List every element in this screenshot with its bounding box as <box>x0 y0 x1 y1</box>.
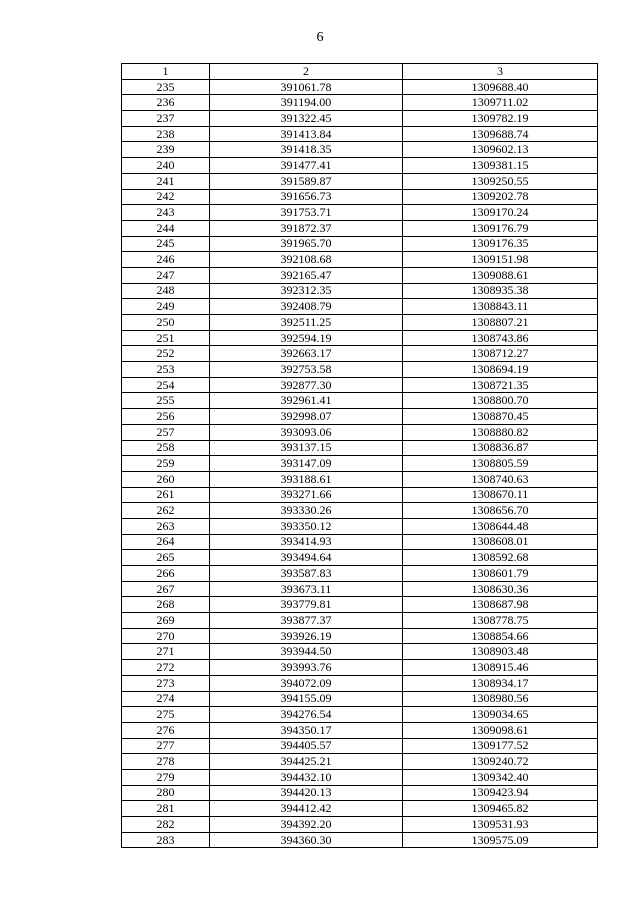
point-number-cell: 259 <box>122 456 210 472</box>
point-number-cell: 255 <box>122 393 210 409</box>
table-row <box>122 769 598 785</box>
point-number-cell: 244 <box>122 220 210 236</box>
table-row <box>122 550 598 566</box>
y-coordinate-cell: 1308800.70 <box>403 393 598 409</box>
table-row <box>122 817 598 833</box>
point-number-cell: 250 <box>122 315 210 331</box>
table-row <box>122 267 598 283</box>
table-row <box>122 126 598 142</box>
x-coordinate-cell: 393330.26 <box>210 503 403 519</box>
y-coordinate-cell: 1308778.75 <box>403 613 598 629</box>
y-coordinate-cell: 1308870.45 <box>403 409 598 425</box>
table-row <box>122 518 598 534</box>
point-number-cell: 277 <box>122 738 210 754</box>
point-number-cell: 273 <box>122 675 210 691</box>
point-number-cell: 282 <box>122 817 210 833</box>
x-coordinate-cell: 394155.09 <box>210 691 403 707</box>
point-number-cell: 280 <box>122 785 210 801</box>
point-number-cell: 239 <box>122 142 210 158</box>
point-number-cell: 266 <box>122 566 210 582</box>
x-coordinate-cell: 392663.17 <box>210 346 403 362</box>
point-number-cell: 281 <box>122 801 210 817</box>
point-number-cell: 236 <box>122 95 210 111</box>
y-coordinate-cell: 1309711.02 <box>403 95 598 111</box>
y-coordinate-cell: 1309240.72 <box>403 754 598 770</box>
table-row <box>122 597 598 613</box>
y-coordinate-cell: 1309602.13 <box>403 142 598 158</box>
x-coordinate-cell: 394425.21 <box>210 754 403 770</box>
y-coordinate-cell: 1308694.19 <box>403 362 598 378</box>
point-number-cell: 261 <box>122 487 210 503</box>
x-coordinate-cell: 393673.11 <box>210 581 403 597</box>
table-row <box>122 409 598 425</box>
x-coordinate-cell: 394350.17 <box>210 722 403 738</box>
x-coordinate-cell: 394432.10 <box>210 769 403 785</box>
table-row <box>122 299 598 315</box>
x-coordinate-cell: 393350.12 <box>210 518 403 534</box>
table-row <box>122 534 598 550</box>
y-coordinate-cell: 1308903.48 <box>403 644 598 660</box>
point-number-cell: 256 <box>122 409 210 425</box>
point-number-cell: 263 <box>122 518 210 534</box>
x-coordinate-cell: 394072.09 <box>210 675 403 691</box>
table-row <box>122 440 598 456</box>
x-coordinate-cell: 393779.81 <box>210 597 403 613</box>
point-number-cell: 249 <box>122 299 210 315</box>
x-coordinate-cell: 394405.57 <box>210 738 403 754</box>
table-row <box>122 283 598 299</box>
table-row <box>122 675 598 691</box>
point-number-cell: 242 <box>122 189 210 205</box>
point-number-cell: 262 <box>122 503 210 519</box>
y-coordinate-cell: 1308630.36 <box>403 581 598 597</box>
table-row <box>122 628 598 644</box>
y-coordinate-cell: 1309423.94 <box>403 785 598 801</box>
x-coordinate-cell: 393414.93 <box>210 534 403 550</box>
point-number-cell: 258 <box>122 440 210 456</box>
x-coordinate-cell: 392877.30 <box>210 377 403 393</box>
y-coordinate-cell: 1308880.82 <box>403 424 598 440</box>
point-number-cell: 235 <box>122 79 210 95</box>
y-coordinate-cell: 1308915.46 <box>403 660 598 676</box>
x-coordinate-cell: 391589.87 <box>210 173 403 189</box>
column-header: 1 <box>122 64 210 80</box>
table-row <box>122 566 598 582</box>
y-coordinate-cell: 1308934.17 <box>403 675 598 691</box>
x-coordinate-cell: 394276.54 <box>210 707 403 723</box>
table-row <box>122 707 598 723</box>
y-coordinate-cell: 1309688.40 <box>403 79 598 95</box>
table-row <box>122 393 598 409</box>
point-number-cell: 260 <box>122 471 210 487</box>
y-coordinate-cell: 1308807.21 <box>403 315 598 331</box>
point-number-cell: 276 <box>122 722 210 738</box>
table-row <box>122 456 598 472</box>
y-coordinate-cell: 1309782.19 <box>403 111 598 127</box>
x-coordinate-cell: 394412.42 <box>210 801 403 817</box>
x-coordinate-cell: 391194.00 <box>210 95 403 111</box>
y-coordinate-cell: 1309250.55 <box>403 173 598 189</box>
point-number-cell: 271 <box>122 644 210 660</box>
y-coordinate-cell: 1308656.70 <box>403 503 598 519</box>
table-row <box>122 220 598 236</box>
point-number-cell: 243 <box>122 205 210 221</box>
table-header-row <box>122 64 598 80</box>
table-row <box>122 613 598 629</box>
x-coordinate-cell: 393944.50 <box>210 644 403 660</box>
table-row <box>122 691 598 707</box>
table-row <box>122 236 598 252</box>
x-coordinate-cell: 393926.19 <box>210 628 403 644</box>
column-header: 3 <box>403 64 598 80</box>
point-number-cell: 283 <box>122 832 210 848</box>
x-coordinate-cell: 393147.09 <box>210 456 403 472</box>
x-coordinate-cell: 392511.25 <box>210 315 403 331</box>
page-number: 6 <box>316 30 324 45</box>
x-coordinate-cell: 391656.73 <box>210 189 403 205</box>
y-coordinate-cell: 1309688.74 <box>403 126 598 142</box>
x-coordinate-cell: 391753.71 <box>210 205 403 221</box>
table-row <box>122 377 598 393</box>
table-row <box>122 503 598 519</box>
table-row <box>122 754 598 770</box>
x-coordinate-cell: 393877.37 <box>210 613 403 629</box>
y-coordinate-cell: 1308687.98 <box>403 597 598 613</box>
table-row <box>122 111 598 127</box>
x-coordinate-cell: 392408.79 <box>210 299 403 315</box>
x-coordinate-cell: 392312.35 <box>210 283 403 299</box>
y-coordinate-cell: 1308843.11 <box>403 299 598 315</box>
x-coordinate-cell: 393188.61 <box>210 471 403 487</box>
x-coordinate-cell: 392998.07 <box>210 409 403 425</box>
y-coordinate-cell: 1309088.61 <box>403 267 598 283</box>
x-coordinate-cell: 392753.58 <box>210 362 403 378</box>
y-coordinate-cell: 1308721.35 <box>403 377 598 393</box>
point-number-cell: 247 <box>122 267 210 283</box>
point-number-cell: 279 <box>122 769 210 785</box>
point-number-cell: 241 <box>122 173 210 189</box>
table-row <box>122 660 598 676</box>
table-row <box>122 158 598 174</box>
y-coordinate-cell: 1308644.48 <box>403 518 598 534</box>
point-number-cell: 237 <box>122 111 210 127</box>
x-coordinate-cell: 391872.37 <box>210 220 403 236</box>
table-row <box>122 581 598 597</box>
table-row <box>122 471 598 487</box>
x-coordinate-cell: 392165.47 <box>210 267 403 283</box>
table-row <box>122 722 598 738</box>
point-number-cell: 240 <box>122 158 210 174</box>
point-number-cell: 254 <box>122 377 210 393</box>
x-coordinate-cell: 392108.68 <box>210 252 403 268</box>
point-number-cell: 265 <box>122 550 210 566</box>
y-coordinate-cell: 1308854.66 <box>403 628 598 644</box>
x-coordinate-cell: 391418.35 <box>210 142 403 158</box>
table-row <box>122 315 598 331</box>
y-coordinate-cell: 1309151.98 <box>403 252 598 268</box>
y-coordinate-cell: 1309342.40 <box>403 769 598 785</box>
x-coordinate-cell: 394420.13 <box>210 785 403 801</box>
x-coordinate-cell: 391477.41 <box>210 158 403 174</box>
point-number-cell: 270 <box>122 628 210 644</box>
coordinates-table <box>121 63 598 848</box>
y-coordinate-cell: 1309176.79 <box>403 220 598 236</box>
table-row <box>122 95 598 111</box>
y-coordinate-cell: 1309034.65 <box>403 707 598 723</box>
x-coordinate-cell: 394360.30 <box>210 832 403 848</box>
y-coordinate-cell: 1309381.15 <box>403 158 598 174</box>
point-number-cell: 275 <box>122 707 210 723</box>
table-row <box>122 79 598 95</box>
y-coordinate-cell: 1308743.86 <box>403 330 598 346</box>
point-number-cell: 274 <box>122 691 210 707</box>
point-number-cell: 238 <box>122 126 210 142</box>
x-coordinate-cell: 393587.83 <box>210 566 403 582</box>
y-coordinate-cell: 1309531.93 <box>403 817 598 833</box>
point-number-cell: 257 <box>122 424 210 440</box>
point-number-cell: 245 <box>122 236 210 252</box>
y-coordinate-cell: 1309176.35 <box>403 236 598 252</box>
y-coordinate-cell: 1308836.87 <box>403 440 598 456</box>
x-coordinate-cell: 392594.19 <box>210 330 403 346</box>
table-row <box>122 330 598 346</box>
point-number-cell: 253 <box>122 362 210 378</box>
table-row <box>122 362 598 378</box>
y-coordinate-cell: 1308670.11 <box>403 487 598 503</box>
table-row <box>122 205 598 221</box>
point-number-cell: 264 <box>122 534 210 550</box>
x-coordinate-cell: 393494.64 <box>210 550 403 566</box>
y-coordinate-cell: 1308608.01 <box>403 534 598 550</box>
x-coordinate-cell: 393137.15 <box>210 440 403 456</box>
y-coordinate-cell: 1308740.63 <box>403 471 598 487</box>
table-row <box>122 173 598 189</box>
y-coordinate-cell: 1309177.52 <box>403 738 598 754</box>
point-number-cell: 272 <box>122 660 210 676</box>
x-coordinate-cell: 393993.76 <box>210 660 403 676</box>
y-coordinate-cell: 1309202.78 <box>403 189 598 205</box>
x-coordinate-cell: 391965.70 <box>210 236 403 252</box>
table-row <box>122 346 598 362</box>
y-coordinate-cell: 1309465.82 <box>403 801 598 817</box>
x-coordinate-cell: 392961.41 <box>210 393 403 409</box>
table-body <box>122 79 598 848</box>
point-number-cell: 268 <box>122 597 210 613</box>
y-coordinate-cell: 1308601.79 <box>403 566 598 582</box>
table-row <box>122 189 598 205</box>
point-number-cell: 278 <box>122 754 210 770</box>
point-number-cell: 267 <box>122 581 210 597</box>
point-number-cell: 251 <box>122 330 210 346</box>
point-number-cell: 269 <box>122 613 210 629</box>
column-header: 2 <box>210 64 403 80</box>
y-coordinate-cell: 1309098.61 <box>403 722 598 738</box>
x-coordinate-cell: 391061.78 <box>210 79 403 95</box>
point-number-cell: 252 <box>122 346 210 362</box>
table-row <box>122 424 598 440</box>
point-number-cell: 248 <box>122 283 210 299</box>
y-coordinate-cell: 1308935.38 <box>403 283 598 299</box>
point-number-cell: 246 <box>122 252 210 268</box>
x-coordinate-cell: 393093.06 <box>210 424 403 440</box>
table-row <box>122 832 598 848</box>
y-coordinate-cell: 1308980.56 <box>403 691 598 707</box>
y-coordinate-cell: 1309170.24 <box>403 205 598 221</box>
y-coordinate-cell: 1308592.68 <box>403 550 598 566</box>
y-coordinate-cell: 1308805.59 <box>403 456 598 472</box>
x-coordinate-cell: 391413.84 <box>210 126 403 142</box>
table-row <box>122 738 598 754</box>
table-row <box>122 801 598 817</box>
table-row <box>122 644 598 660</box>
x-coordinate-cell: 394392.20 <box>210 817 403 833</box>
y-coordinate-cell: 1308712.27 <box>403 346 598 362</box>
table-row <box>122 142 598 158</box>
x-coordinate-cell: 391322.45 <box>210 111 403 127</box>
table-row <box>122 785 598 801</box>
table-row <box>122 252 598 268</box>
table-row <box>122 487 598 503</box>
y-coordinate-cell: 1309575.09 <box>403 832 598 848</box>
x-coordinate-cell: 393271.66 <box>210 487 403 503</box>
